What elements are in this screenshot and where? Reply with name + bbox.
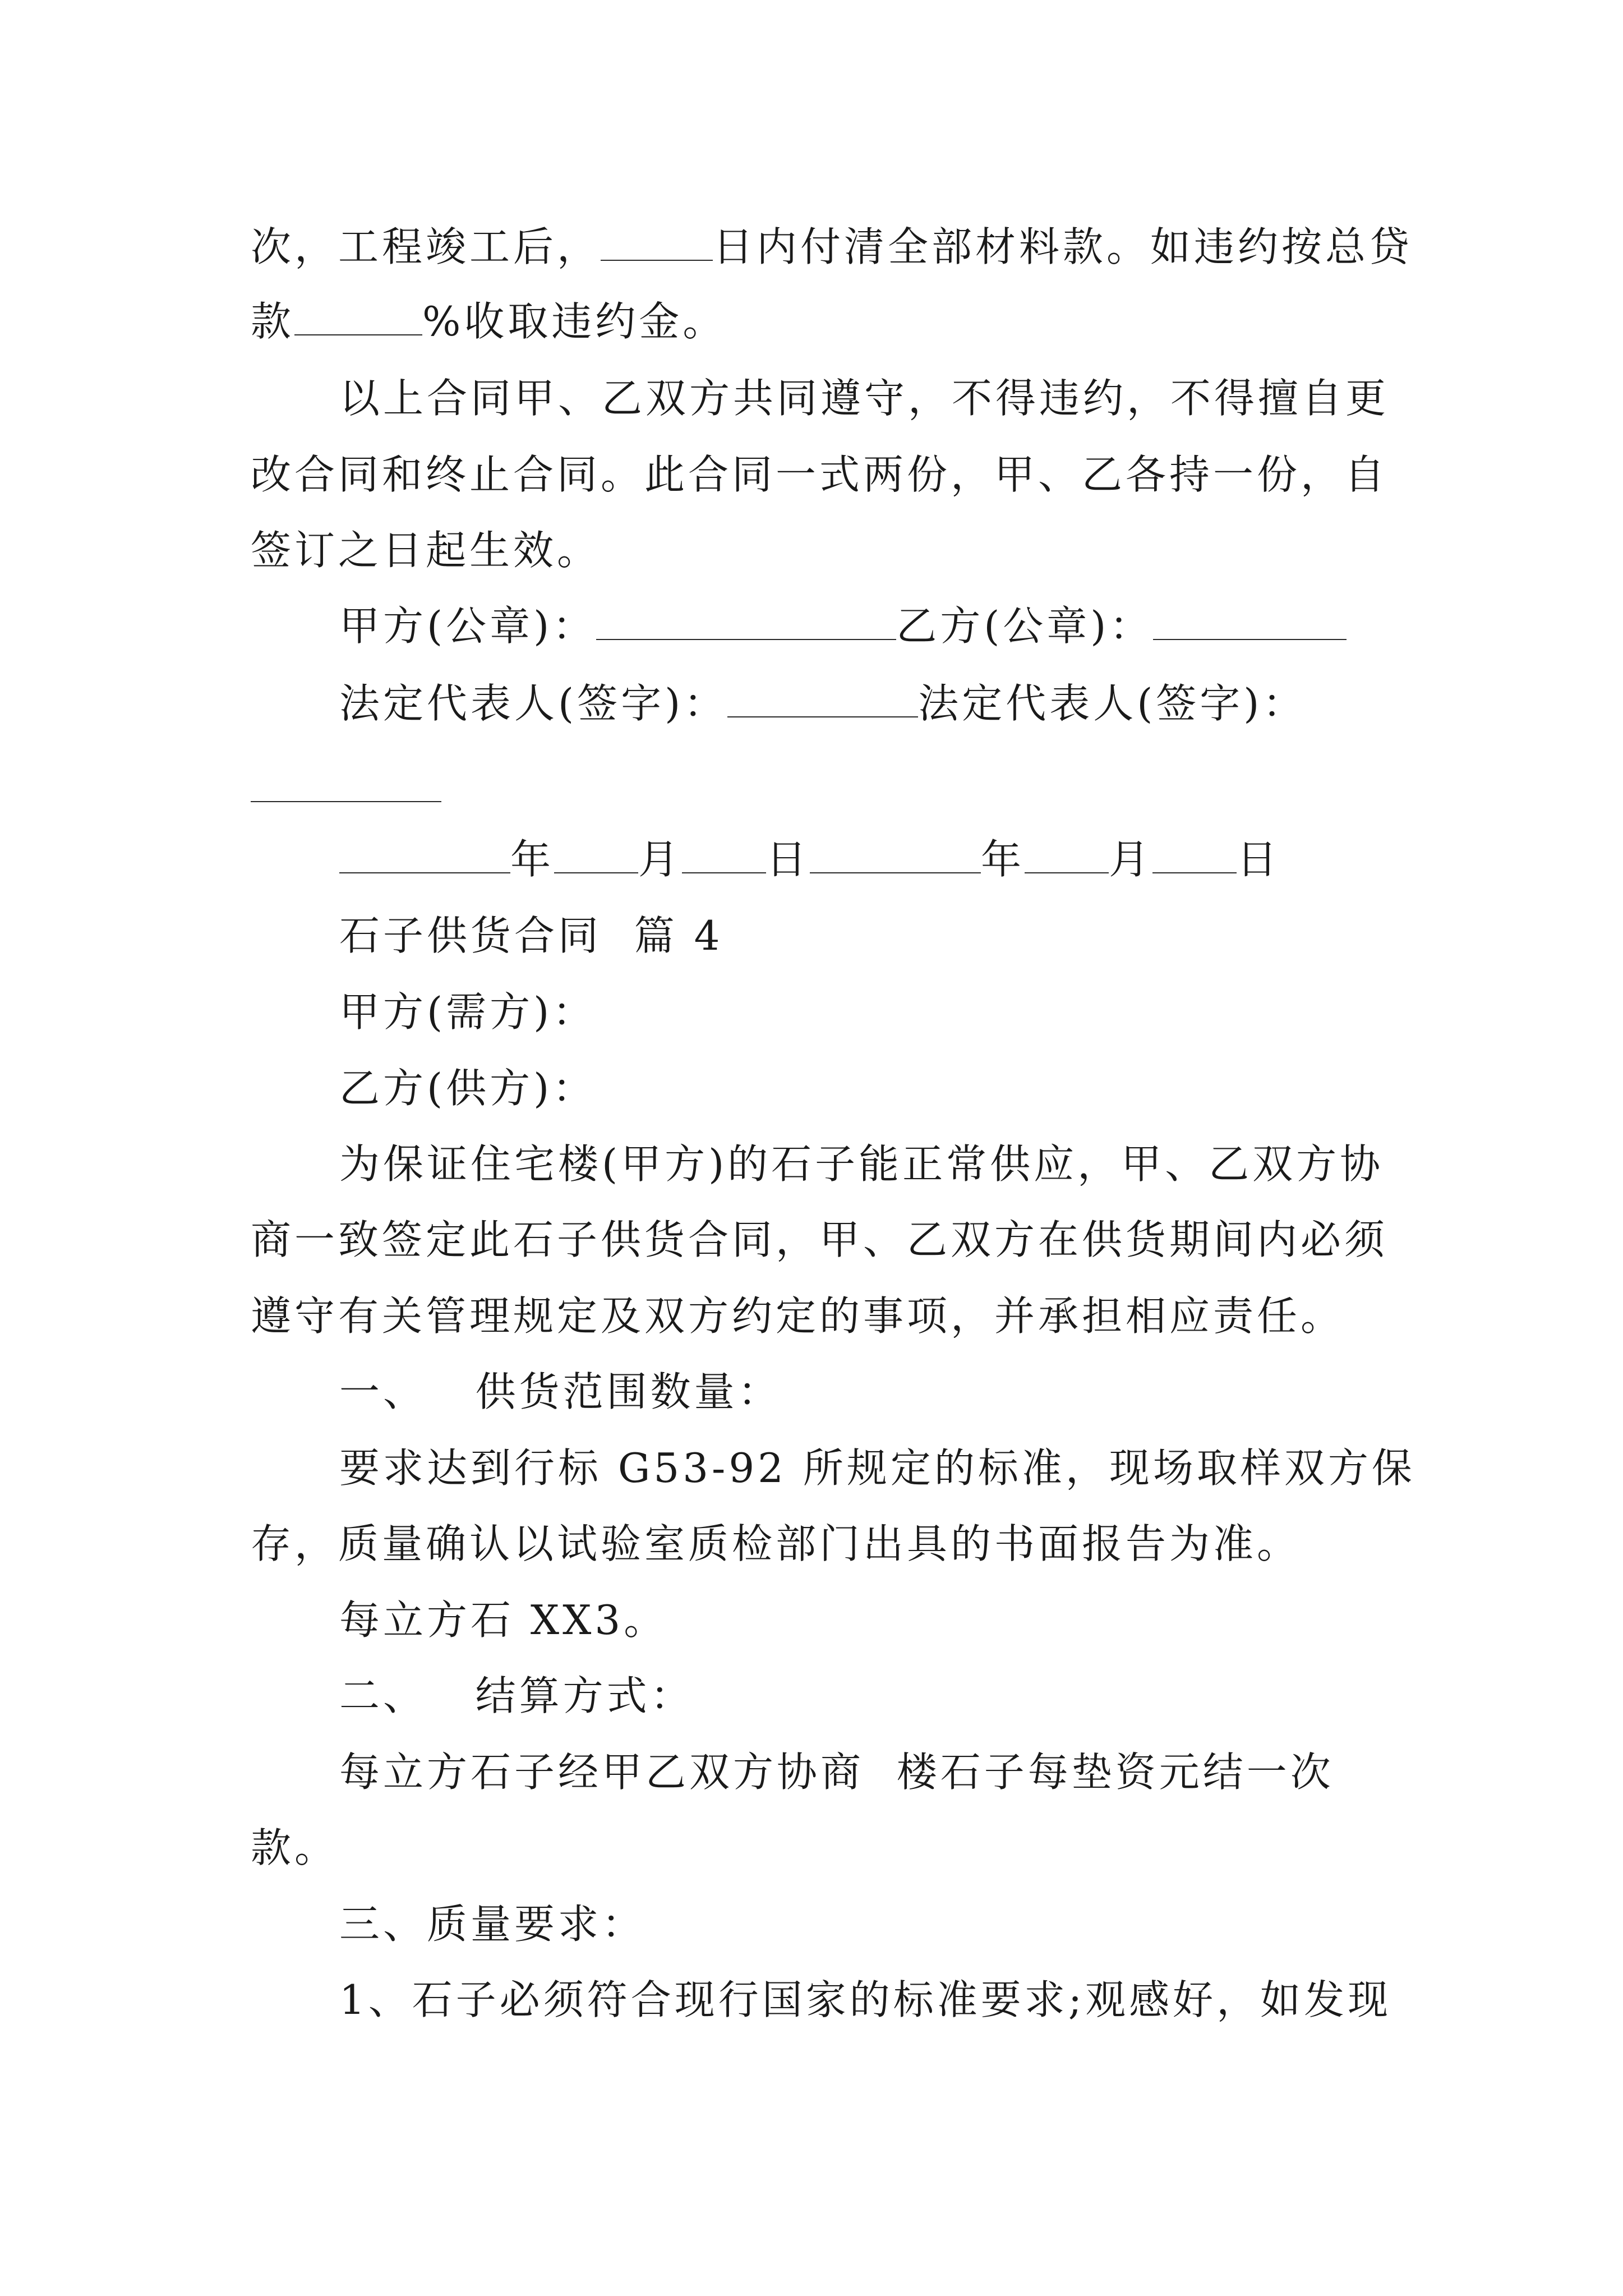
date-row (339, 832, 1280, 886)
party-a-seal-label: 甲方(公章)： (339, 602, 597, 650)
intro-line-1: 为保证住宅楼(甲方)的石子能正常供应，甲、乙双方协 (339, 1140, 1384, 1188)
rep-b-label: 法定代表人(签字)： (918, 680, 1307, 727)
year-b-label: 年 (981, 836, 1025, 883)
day-a-label: 日 (766, 836, 810, 883)
percent-blank (294, 295, 422, 335)
party-b-label: 乙方(供方)： (339, 1065, 597, 1112)
clause-1-line-3: 每立方石 XX3。 (339, 1596, 668, 1644)
payment-text-b: 日内付清全部材料款。如违约按总贷 (713, 223, 1413, 270)
month-b-label: 月 (1109, 836, 1153, 883)
penalty-text-b: %收取违约金。 (422, 298, 727, 345)
agreement-line-3: 签订之日起生效。 (251, 527, 601, 574)
party-a-seal-blank (596, 600, 896, 640)
section-title: 石子供货合同 篇 4 (339, 912, 723, 959)
clause-2-heading: 二、 结算方式： (339, 1672, 694, 1719)
day-b-label: 日 (1237, 836, 1281, 883)
payment-terms-line-1 (251, 220, 1413, 274)
year-a-blank (339, 833, 510, 873)
day-b-blank (1152, 833, 1237, 873)
clause-3-line-1: 1、石子必须符合现行国家的标准要求;观感好，如发现 (339, 1976, 1392, 2023)
month-a-label: 月 (638, 836, 683, 883)
intro-line-2: 商一致签定此石子供货合同，甲、乙双方在供货期间内必须 (251, 1216, 1389, 1263)
month-b-blank (1025, 833, 1109, 873)
penalty-text-a: 款 (251, 298, 295, 345)
days-blank (601, 220, 713, 261)
party-a-label: 甲方(需方)： (339, 988, 597, 1036)
rep-a-blank (727, 677, 918, 717)
agreement-line-2: 改合同和终止合同。此合同一式两份，甲、乙各持一份，自 (251, 451, 1389, 498)
clause-1-heading: 一、 供货范围数量： (339, 1368, 782, 1415)
day-a-blank (682, 833, 766, 873)
payment-terms-line-2 (251, 295, 726, 348)
clause-1-line-2: 存，质量确认以试验室质检部门出具的书面报告为准。 (251, 1520, 1301, 1567)
agreement-line-1: 以上合同甲、乙双方共同遵守，不得违约，不得擅自更 (339, 375, 1390, 422)
party-b-seal-blank (1153, 600, 1347, 640)
year-a-label: 年 (510, 836, 555, 883)
signature-seal-row (339, 599, 1347, 653)
clause-2-line-1: 每立方石子经甲乙双方协商 楼石子每垫资元结一次 (339, 1749, 1334, 1796)
payment-text-a: 次，工程竣工后， (251, 223, 601, 270)
year-b-blank (810, 833, 981, 873)
rep-a-label: 法定代表人(签字)： (339, 680, 728, 727)
month-a-blank (554, 833, 638, 873)
intro-line-3: 遵守有关管理规定及双方约定的事项，并承担相应责任。 (251, 1292, 1345, 1340)
clause-2-line-2: 款。 (251, 1824, 339, 1871)
clause-1-line-1: 要求达到行标 G53-92 所规定的标准，现场取样双方保 (339, 1444, 1415, 1492)
signature-rep-row (339, 677, 1306, 730)
clause-3-heading: 三、质量要求： (339, 1901, 646, 1948)
party-b-seal-label: 乙方(公章)： (896, 602, 1154, 650)
rep-b-blank (251, 801, 441, 802)
